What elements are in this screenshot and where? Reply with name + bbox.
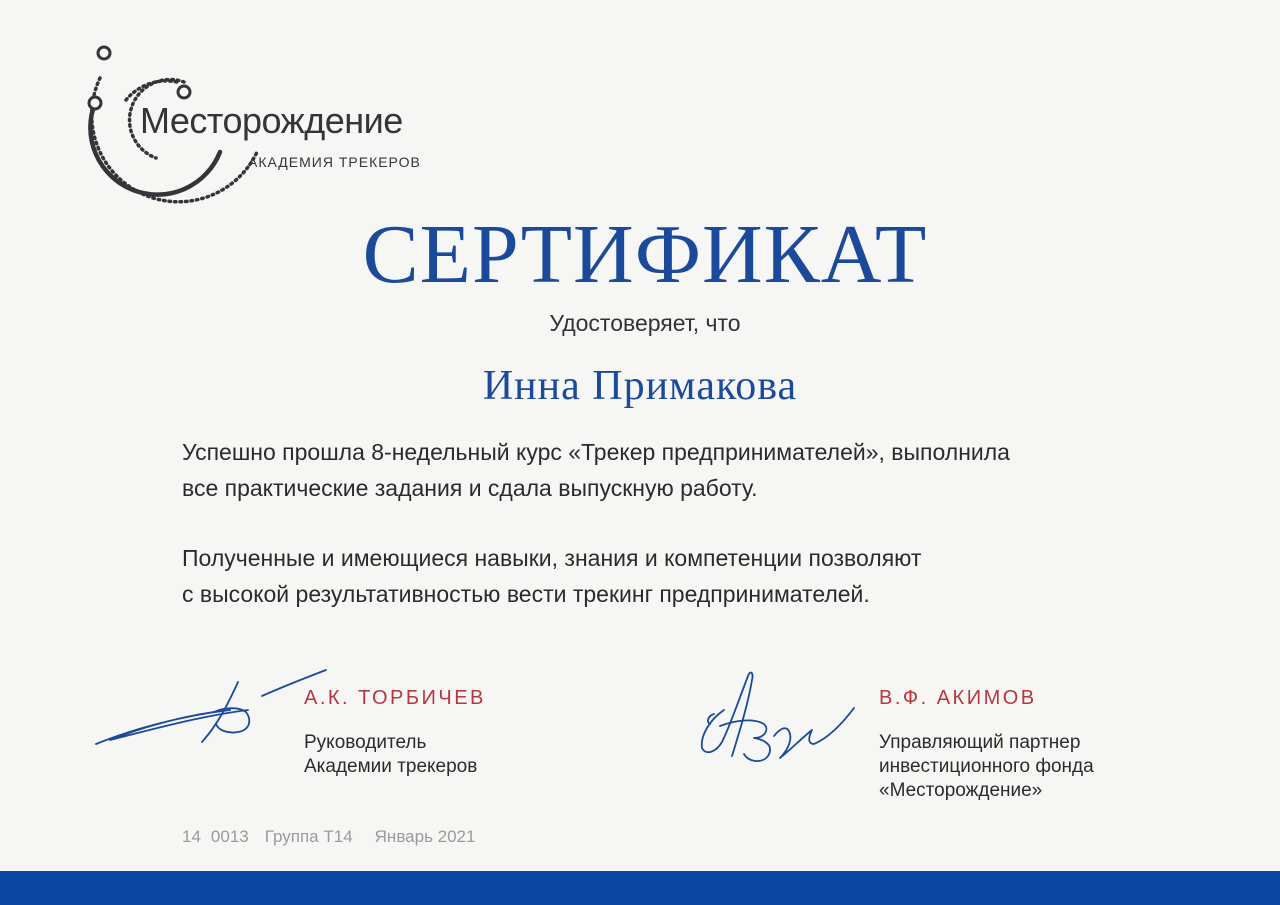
skills-paragraph xyxy=(182,540,1182,612)
signer-role xyxy=(879,731,1094,803)
paragraph-line: Успешно прошла 8-недельный курс «Трекер предпринимателей», выполнила xyxy=(182,439,1010,465)
bottom-accent-bar xyxy=(0,871,1280,905)
signer-role xyxy=(304,731,477,779)
group-label: Группа Т14 xyxy=(264,827,353,846)
certificate-number: 14 xyxy=(182,827,201,846)
certificate-code: 0013 xyxy=(210,827,249,846)
logo-title: Месторождение xyxy=(140,100,403,141)
certificate-details xyxy=(182,827,475,847)
logo-subtitle: АКАДЕМИЯ ТРЕКЕРОВ xyxy=(248,154,421,170)
role-line: Управляющий партнер xyxy=(879,732,1081,753)
paragraph-line: с высокой результативностью вести трекинг предпринимателей. xyxy=(182,581,870,607)
signature-akimov xyxy=(692,664,862,774)
academy-logo xyxy=(62,40,442,215)
signer-name: А.К. ТОРБИЧЕВ xyxy=(304,687,486,709)
role-line: инвестиционного фонда xyxy=(879,756,1094,777)
handwritten-signature-icon xyxy=(692,664,862,769)
paragraph-line: Полученные и имеющиеся навыки, знания и компетенции позволяют xyxy=(182,545,922,571)
course-completion-paragraph xyxy=(182,434,1182,506)
signer-name: В.Ф. АКИМОВ xyxy=(879,687,1037,709)
role-line: Руководитель xyxy=(304,732,427,753)
recipient-name: Инна Примакова xyxy=(482,363,798,409)
role-line: «Месторождение» xyxy=(879,780,1043,801)
certifies-text: Удостоверяет, что xyxy=(549,310,741,336)
handwritten-signature-icon xyxy=(90,664,335,754)
paragraph-line: все практические задания и сдала выпускную работу. xyxy=(182,475,758,501)
certificate-title: СЕРТИФИКАТ xyxy=(362,208,928,301)
issue-date: Январь 2021 xyxy=(374,827,476,846)
role-line: Академии трекеров xyxy=(304,756,478,777)
signature-torbichev xyxy=(90,664,335,759)
